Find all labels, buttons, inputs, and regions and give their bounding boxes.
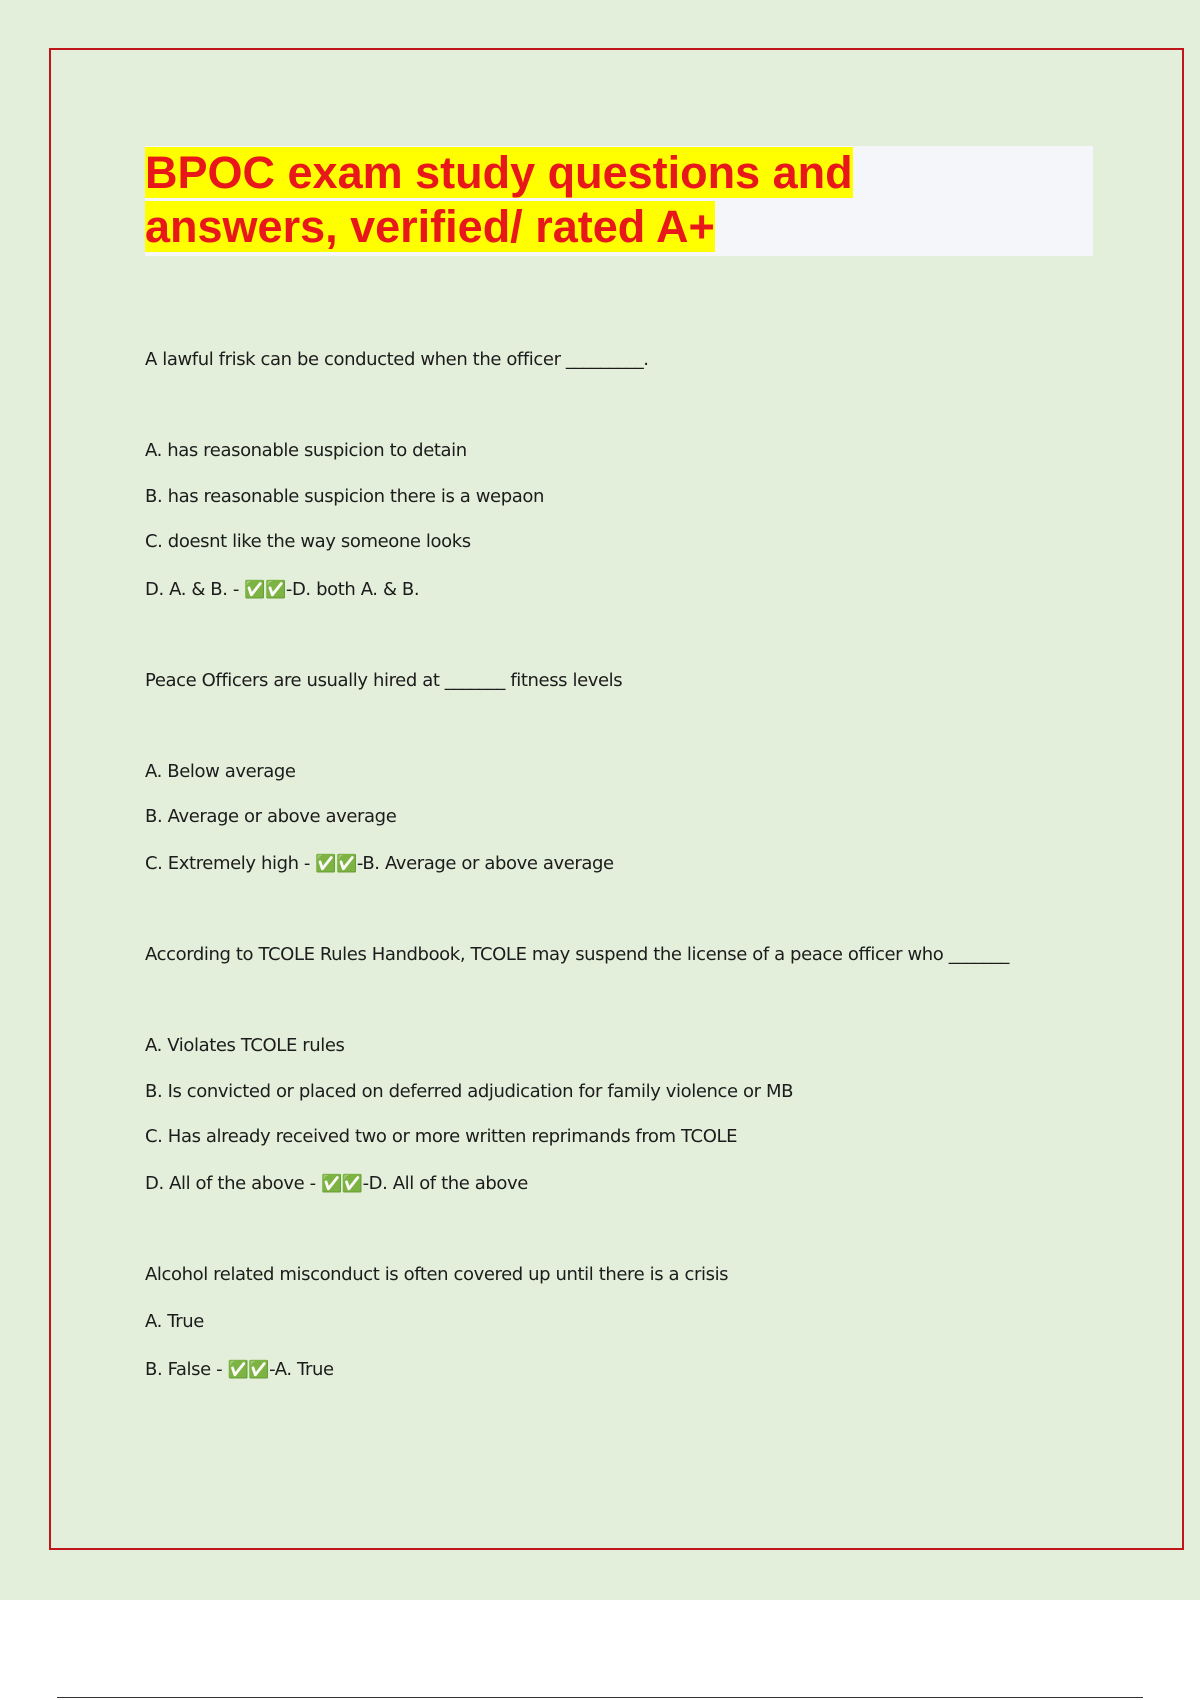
answer-option: C. Extremely high - (145, 853, 311, 874)
answer-option: D. A. & B. - (145, 579, 239, 600)
answer-option-with-key (145, 853, 614, 874)
answer-option: B. False - (145, 1359, 223, 1380)
footer-rule (57, 1697, 1143, 1698)
checkmark-icon: ✅✅ (321, 1174, 363, 1194)
page-border (49, 48, 1184, 1550)
answer-option-with-key (145, 1359, 334, 1380)
question-prompt: According to TCOLE Rules Handbook, TCOLE may suspend the license of a peace officer who _______ (145, 944, 1009, 965)
correct-answer: -D. both A. & B. (285, 579, 420, 600)
answer-option: A. Below average (145, 761, 296, 782)
answer-option: B. Average or above average (145, 806, 397, 827)
answer-option: A. has reasonable suspicion to detain (145, 440, 467, 461)
answer-option: C. doesnt like the way someone looks (145, 531, 471, 552)
title-line-1: BPOC exam study questions and (145, 147, 853, 198)
answer-option: B. Is convicted or placed on deferred adjudication for family violence or MB (145, 1081, 794, 1102)
answer-option: B. has reasonable suspicion there is a wepaon (145, 486, 544, 507)
answer-option-with-key (145, 1173, 528, 1194)
answer-option-with-key (145, 579, 419, 600)
question-prompt: A lawful frisk can be conducted when the officer _________. (145, 349, 649, 370)
answer-option: A. Violates TCOLE rules (145, 1035, 345, 1056)
checkmark-icon: ✅✅ (244, 580, 286, 600)
correct-answer: -A. True (269, 1359, 334, 1380)
question-prompt: Peace Officers are usually hired at _______ fitness levels (145, 670, 623, 691)
checkmark-icon: ✅✅ (227, 1360, 270, 1380)
answer-option: C. Has already received two or more written reprimands from TCOLE (145, 1126, 738, 1147)
checkmark-icon: ✅✅ (315, 854, 357, 874)
question-prompt: Alcohol related misconduct is often covered up until there is a crisis (145, 1264, 729, 1285)
answer-option: A. True (145, 1311, 204, 1332)
title-line-2: answers, verified/ rated A+ (145, 201, 715, 252)
correct-answer: -B. Average or above average (356, 853, 614, 874)
document-title (145, 146, 905, 254)
answer-option: D. All of the above - (145, 1173, 316, 1194)
correct-answer: -D. All of the above (362, 1173, 528, 1194)
